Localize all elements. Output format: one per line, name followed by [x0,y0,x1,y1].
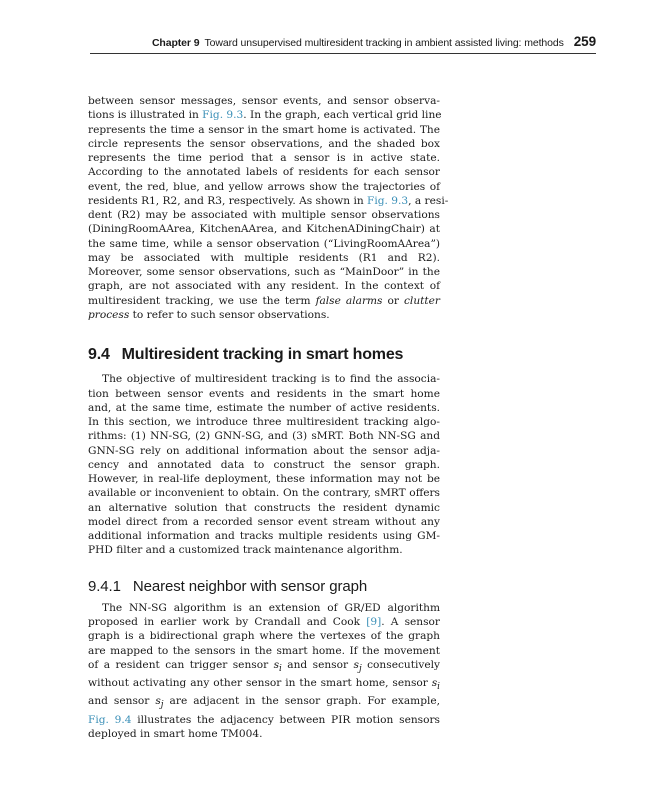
paragraph [88,601,440,742]
text-line: an alternative solution that constructs the resident dynamic [88,501,440,514]
text-line: PHD filter and a customized track maintenance algorithm. [88,544,403,557]
text-line: represents the time a sensor in the smart home is activated. The [88,123,440,136]
text-line: residents R1, R2, and R3, respectively. As shown in Fig. 9.3, a resi- [88,194,449,207]
text-line: between sensor messages, sensor events, and sensor observa- [88,95,440,107]
text-line: tions is illustrated in Fig. 9.3. In the graph, each vertical grid line [88,109,442,122]
text-line: The objective of multiresident tracking is to find the associa- [102,373,440,386]
text-line: In this section, we introduce three multiresident tracking algo- [88,416,440,428]
text-line: event, the red, blue, and yellow arrows show the trajectories of [88,180,440,193]
running-head [90,34,596,49]
text-line: graph is a bidirectional graph where the vertexes of the graph [88,630,440,643]
page-number: 259 [573,34,596,49]
chapter-title: Toward unsupervised multiresident tracking in ambient assisted living: methods [204,37,564,49]
text-line: rithms: (1) NN-SG, (2) GNN-SG, and (3) sMRT. Both NN-SG and [88,430,440,443]
citation-link[interactable]: [9] [366,616,382,628]
paragraph [88,372,440,557]
text-line: represents the time period that a sensor is in active state. [88,152,440,164]
text-line: graph, are not associated with any resident. In the context of [88,280,440,293]
text-line: multiresident tracking, we use the term false alarms or clutter [88,294,440,307]
chapter-label: Chapter 9 [151,37,200,49]
text-line: Moreover, some sensor observations, such as “MainDoor” in the [88,266,440,278]
text-line: According to the annotated labels of residents for each sensor [88,166,440,179]
text-line: without activating any other sensor in the smart home, sensor $s_i$ [88,677,440,693]
section-title: Multiresident tracking in smart homes [121,346,404,363]
text-line: dent (R2) may be associated with multiple sensor observations [88,209,440,221]
page-body [88,94,449,741]
figure-link[interactable]: Fig. 9.4 [88,713,132,726]
paragraph-continued [88,94,449,322]
text-line: are mapped to the sensors in the smart home. If the movement [88,644,440,657]
text-line: Fig. 9.4 illustrates the adjacency between PIR motion sensors [88,713,440,726]
text-line: tion between sensor events and residents in the smart home [88,387,440,400]
text-line: may be associated with multiple residents (R1 and R2). [88,251,440,264]
text-line: and, at the same time, estimate the number of active residents. [88,401,440,414]
text-line: process to refer to such sensor observations. [88,308,330,321]
section-heading [88,348,440,362]
subsection-heading [88,577,440,595]
subsection-title: Nearest neighbor with sensor graph [132,577,368,595]
text-line: and sensor $s_j$ are adjacent in the sensor graph. For example, [88,695,441,711]
text-line: additional information and tracks multiple residents using GM- [88,530,440,542]
subsection-number: 9.4.1 [88,577,121,595]
text-line: circle represents the sensor observations, and the shaded box [88,137,440,150]
text-line: However, in real-life deployment, these information may not be [88,473,440,485]
text-line: GNN-SG rely on additional information about the sensor adja- [88,444,440,457]
text-line: deployed in smart home TM004. [88,728,263,741]
text-line: of a resident can trigger sensor $s_i$ and sensor $s_j$ consecutively [88,658,440,674]
text-line: the same time, while a sensor observation (“LivingRoomAArea”) [88,237,440,250]
text-line: The NN-SG algorithm is an extension of GR/ED algorithm [102,601,440,614]
section-number: 9.4 [88,346,110,363]
text-line: model direct from a recorded sensor event stream without any [88,515,440,528]
text-line: proposed in earlier work by Crandall and Cook [9]. A sensor [88,616,441,628]
text-line: available or inconvenient to obtain. On the contrary, sMRT offers [88,487,440,500]
text-line: (DiningRoomAArea, KitchenAArea, and KitchenADiningChair) at [88,223,440,236]
figure-link[interactable]: Fig. 9.3 [202,109,244,122]
figure-link[interactable]: Fig. 9.3 [367,194,409,207]
header-rule [90,53,596,54]
text-line: cency and annotated data to construct the sensor graph. [88,458,440,471]
